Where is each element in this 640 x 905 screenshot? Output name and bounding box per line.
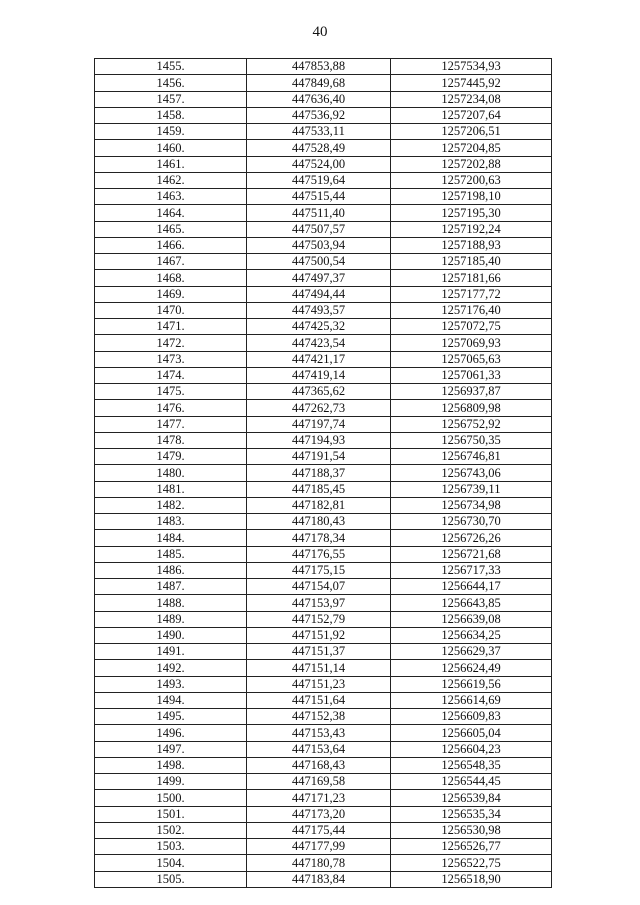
table-row: [95, 172, 552, 188]
y-coordinate-cell: 1257069,93: [391, 335, 552, 351]
table-row: [95, 481, 552, 497]
y-coordinate-cell: 1257445,92: [391, 75, 552, 91]
table-row: [95, 59, 552, 75]
point-number-cell: 1481.: [95, 481, 247, 497]
y-coordinate-cell: 1257188,93: [391, 237, 552, 253]
point-number-cell: 1497.: [95, 741, 247, 757]
y-coordinate-cell: 1256743,06: [391, 465, 552, 481]
point-number-cell: 1480.: [95, 465, 247, 481]
point-number-cell: 1476.: [95, 400, 247, 416]
table-row: [95, 416, 552, 432]
table-row: [95, 140, 552, 156]
y-coordinate-cell: 1256619,56: [391, 676, 552, 692]
x-coordinate-cell: 447151,23: [247, 676, 391, 692]
point-number-cell: 1463.: [95, 189, 247, 205]
x-coordinate-cell: 447178,34: [247, 530, 391, 546]
x-coordinate-cell: 447419,14: [247, 367, 391, 383]
x-coordinate-cell: 447194,93: [247, 432, 391, 448]
point-number-cell: 1505.: [95, 871, 247, 887]
point-number-cell: 1472.: [95, 335, 247, 351]
x-coordinate-cell: 447169,58: [247, 774, 391, 790]
x-coordinate-cell: 447494,44: [247, 286, 391, 302]
y-coordinate-cell: 1256937,87: [391, 384, 552, 400]
table-row: [95, 319, 552, 335]
table-row: [95, 107, 552, 123]
y-coordinate-cell: 1257534,93: [391, 59, 552, 75]
x-coordinate-cell: 447511,40: [247, 205, 391, 221]
y-coordinate-cell: 1257207,64: [391, 107, 552, 123]
x-coordinate-cell: 447423,54: [247, 335, 391, 351]
y-coordinate-cell: 1257181,66: [391, 270, 552, 286]
x-coordinate-cell: 447500,54: [247, 254, 391, 270]
point-number-cell: 1491.: [95, 644, 247, 660]
table-row: [95, 432, 552, 448]
point-number-cell: 1460.: [95, 140, 247, 156]
y-coordinate-cell: 1256609,83: [391, 709, 552, 725]
x-coordinate-cell: 447152,79: [247, 611, 391, 627]
point-number-cell: 1494.: [95, 692, 247, 708]
x-coordinate-cell: 447365,62: [247, 384, 391, 400]
y-coordinate-cell: 1256726,26: [391, 530, 552, 546]
x-coordinate-cell: 447849,68: [247, 75, 391, 91]
x-coordinate-cell: 447151,64: [247, 692, 391, 708]
point-number-cell: 1457.: [95, 91, 247, 107]
y-coordinate-cell: 1256604,23: [391, 741, 552, 757]
point-number-cell: 1500.: [95, 790, 247, 806]
x-coordinate-cell: 447151,92: [247, 627, 391, 643]
table-row: [95, 189, 552, 205]
point-number-cell: 1455.: [95, 59, 247, 75]
x-coordinate-cell: 447536,92: [247, 107, 391, 123]
y-coordinate-cell: 1257176,40: [391, 302, 552, 318]
y-coordinate-cell: 1256544,45: [391, 774, 552, 790]
y-coordinate-cell: 1257200,63: [391, 172, 552, 188]
x-coordinate-cell: 447183,84: [247, 871, 391, 887]
point-number-cell: 1490.: [95, 627, 247, 643]
table-row: [95, 221, 552, 237]
point-number-cell: 1501.: [95, 806, 247, 822]
point-number-cell: 1487.: [95, 579, 247, 595]
table-row: [95, 335, 552, 351]
table-row: [95, 839, 552, 855]
point-number-cell: 1488.: [95, 595, 247, 611]
table-row: [95, 741, 552, 757]
x-coordinate-cell: 447421,17: [247, 351, 391, 367]
table-row: [95, 205, 552, 221]
table-row: [95, 124, 552, 140]
point-number-cell: 1473.: [95, 351, 247, 367]
x-coordinate-cell: 447425,32: [247, 319, 391, 335]
x-coordinate-cell: 447151,37: [247, 644, 391, 660]
point-number-cell: 1484.: [95, 530, 247, 546]
point-number-cell: 1479.: [95, 449, 247, 465]
table-row: [95, 709, 552, 725]
y-coordinate-cell: 1256717,33: [391, 562, 552, 578]
point-number-cell: 1466.: [95, 237, 247, 253]
x-coordinate-cell: 447188,37: [247, 465, 391, 481]
point-number-cell: 1478.: [95, 432, 247, 448]
y-coordinate-cell: 1256721,68: [391, 546, 552, 562]
coordinates-table-body: [95, 59, 552, 888]
x-coordinate-cell: 447507,57: [247, 221, 391, 237]
x-coordinate-cell: 447182,81: [247, 497, 391, 513]
x-coordinate-cell: 447180,78: [247, 855, 391, 871]
table-row: [95, 692, 552, 708]
point-number-cell: 1483.: [95, 514, 247, 530]
table-row: [95, 384, 552, 400]
x-coordinate-cell: 447176,55: [247, 546, 391, 562]
point-number-cell: 1485.: [95, 546, 247, 562]
y-coordinate-cell: 1256634,25: [391, 627, 552, 643]
y-coordinate-cell: 1257185,40: [391, 254, 552, 270]
x-coordinate-cell: 447519,64: [247, 172, 391, 188]
x-coordinate-cell: 447853,88: [247, 59, 391, 75]
coordinates-table: [94, 58, 552, 888]
point-number-cell: 1475.: [95, 384, 247, 400]
y-coordinate-cell: 1256639,08: [391, 611, 552, 627]
table-row: [95, 627, 552, 643]
table-row: [95, 579, 552, 595]
y-coordinate-cell: 1257204,85: [391, 140, 552, 156]
table-row: [95, 822, 552, 838]
point-number-cell: 1498.: [95, 757, 247, 773]
point-number-cell: 1467.: [95, 254, 247, 270]
y-coordinate-cell: 1256530,98: [391, 822, 552, 838]
table-row: [95, 302, 552, 318]
table-row: [95, 75, 552, 91]
x-coordinate-cell: 447175,15: [247, 562, 391, 578]
y-coordinate-cell: 1256614,69: [391, 692, 552, 708]
table-row: [95, 367, 552, 383]
point-number-cell: 1503.: [95, 839, 247, 855]
x-coordinate-cell: 447173,20: [247, 806, 391, 822]
x-coordinate-cell: 447175,44: [247, 822, 391, 838]
x-coordinate-cell: 447153,97: [247, 595, 391, 611]
table-row: [95, 254, 552, 270]
x-coordinate-cell: 447168,43: [247, 757, 391, 773]
point-number-cell: 1462.: [95, 172, 247, 188]
point-number-cell: 1493.: [95, 676, 247, 692]
table-row: [95, 595, 552, 611]
table-row: [95, 237, 552, 253]
y-coordinate-cell: 1256526,77: [391, 839, 552, 855]
table-row: [95, 530, 552, 546]
table-row: [95, 774, 552, 790]
y-coordinate-cell: 1256750,35: [391, 432, 552, 448]
x-coordinate-cell: 447151,14: [247, 660, 391, 676]
table-row: [95, 514, 552, 530]
y-coordinate-cell: 1256809,98: [391, 400, 552, 416]
point-number-cell: 1465.: [95, 221, 247, 237]
x-coordinate-cell: 447524,00: [247, 156, 391, 172]
point-number-cell: 1471.: [95, 319, 247, 335]
x-coordinate-cell: 447154,07: [247, 579, 391, 595]
y-coordinate-cell: 1257061,33: [391, 367, 552, 383]
x-coordinate-cell: 447197,74: [247, 416, 391, 432]
x-coordinate-cell: 447152,38: [247, 709, 391, 725]
y-coordinate-cell: 1256629,37: [391, 644, 552, 660]
y-coordinate-cell: 1256730,70: [391, 514, 552, 530]
table-row: [95, 400, 552, 416]
table-row: [95, 806, 552, 822]
point-number-cell: 1464.: [95, 205, 247, 221]
x-coordinate-cell: 447503,94: [247, 237, 391, 253]
point-number-cell: 1486.: [95, 562, 247, 578]
x-coordinate-cell: 447153,64: [247, 741, 391, 757]
table-row: [95, 270, 552, 286]
table-row: [95, 156, 552, 172]
point-number-cell: 1477.: [95, 416, 247, 432]
point-number-cell: 1489.: [95, 611, 247, 627]
x-coordinate-cell: 447185,45: [247, 481, 391, 497]
point-number-cell: 1496.: [95, 725, 247, 741]
x-coordinate-cell: 447515,44: [247, 189, 391, 205]
table-row: [95, 660, 552, 676]
y-coordinate-cell: 1256535,34: [391, 806, 552, 822]
x-coordinate-cell: 447497,37: [247, 270, 391, 286]
x-coordinate-cell: 447171,23: [247, 790, 391, 806]
y-coordinate-cell: 1257192,24: [391, 221, 552, 237]
table-row: [95, 855, 552, 871]
point-number-cell: 1502.: [95, 822, 247, 838]
table-row: [95, 562, 552, 578]
x-coordinate-cell: 447636,40: [247, 91, 391, 107]
y-coordinate-cell: 1256739,11: [391, 481, 552, 497]
point-number-cell: 1458.: [95, 107, 247, 123]
y-coordinate-cell: 1257206,51: [391, 124, 552, 140]
y-coordinate-cell: 1257202,88: [391, 156, 552, 172]
table-row: [95, 757, 552, 773]
y-coordinate-cell: 1257195,30: [391, 205, 552, 221]
x-coordinate-cell: 447153,43: [247, 725, 391, 741]
table-row: [95, 871, 552, 887]
y-coordinate-cell: 1256644,17: [391, 579, 552, 595]
y-coordinate-cell: 1257072,75: [391, 319, 552, 335]
y-coordinate-cell: 1257234,08: [391, 91, 552, 107]
y-coordinate-cell: 1256539,84: [391, 790, 552, 806]
table-row: [95, 546, 552, 562]
point-number-cell: 1504.: [95, 855, 247, 871]
y-coordinate-cell: 1256624,49: [391, 660, 552, 676]
y-coordinate-cell: 1256548,35: [391, 757, 552, 773]
table-row: [95, 91, 552, 107]
table-row: [95, 790, 552, 806]
x-coordinate-cell: 447533,11: [247, 124, 391, 140]
point-number-cell: 1459.: [95, 124, 247, 140]
y-coordinate-cell: 1256734,98: [391, 497, 552, 513]
y-coordinate-cell: 1256752,92: [391, 416, 552, 432]
x-coordinate-cell: 447528,49: [247, 140, 391, 156]
table-row: [95, 465, 552, 481]
y-coordinate-cell: 1256522,75: [391, 855, 552, 871]
table-row: [95, 644, 552, 660]
y-coordinate-cell: 1256605,04: [391, 725, 552, 741]
y-coordinate-cell: 1257065,63: [391, 351, 552, 367]
y-coordinate-cell: 1256746,81: [391, 449, 552, 465]
table-row: [95, 286, 552, 302]
table-row: [95, 676, 552, 692]
table-row: [95, 725, 552, 741]
table-row: [95, 351, 552, 367]
y-coordinate-cell: 1256518,90: [391, 871, 552, 887]
table-row: [95, 449, 552, 465]
point-number-cell: 1461.: [95, 156, 247, 172]
x-coordinate-cell: 447262,73: [247, 400, 391, 416]
x-coordinate-cell: 447493,57: [247, 302, 391, 318]
point-number-cell: 1474.: [95, 367, 247, 383]
y-coordinate-cell: 1256643,85: [391, 595, 552, 611]
point-number-cell: 1469.: [95, 286, 247, 302]
point-number-cell: 1470.: [95, 302, 247, 318]
x-coordinate-cell: 447191,54: [247, 449, 391, 465]
y-coordinate-cell: 1257177,72: [391, 286, 552, 302]
x-coordinate-cell: 447180,43: [247, 514, 391, 530]
y-coordinate-cell: 1257198,10: [391, 189, 552, 205]
point-number-cell: 1499.: [95, 774, 247, 790]
table-row: [95, 611, 552, 627]
table-row: [95, 497, 552, 513]
point-number-cell: 1482.: [95, 497, 247, 513]
point-number-cell: 1456.: [95, 75, 247, 91]
page-number: 40: [312, 24, 328, 40]
point-number-cell: 1468.: [95, 270, 247, 286]
point-number-cell: 1495.: [95, 709, 247, 725]
point-number-cell: 1492.: [95, 660, 247, 676]
x-coordinate-cell: 447177,99: [247, 839, 391, 855]
